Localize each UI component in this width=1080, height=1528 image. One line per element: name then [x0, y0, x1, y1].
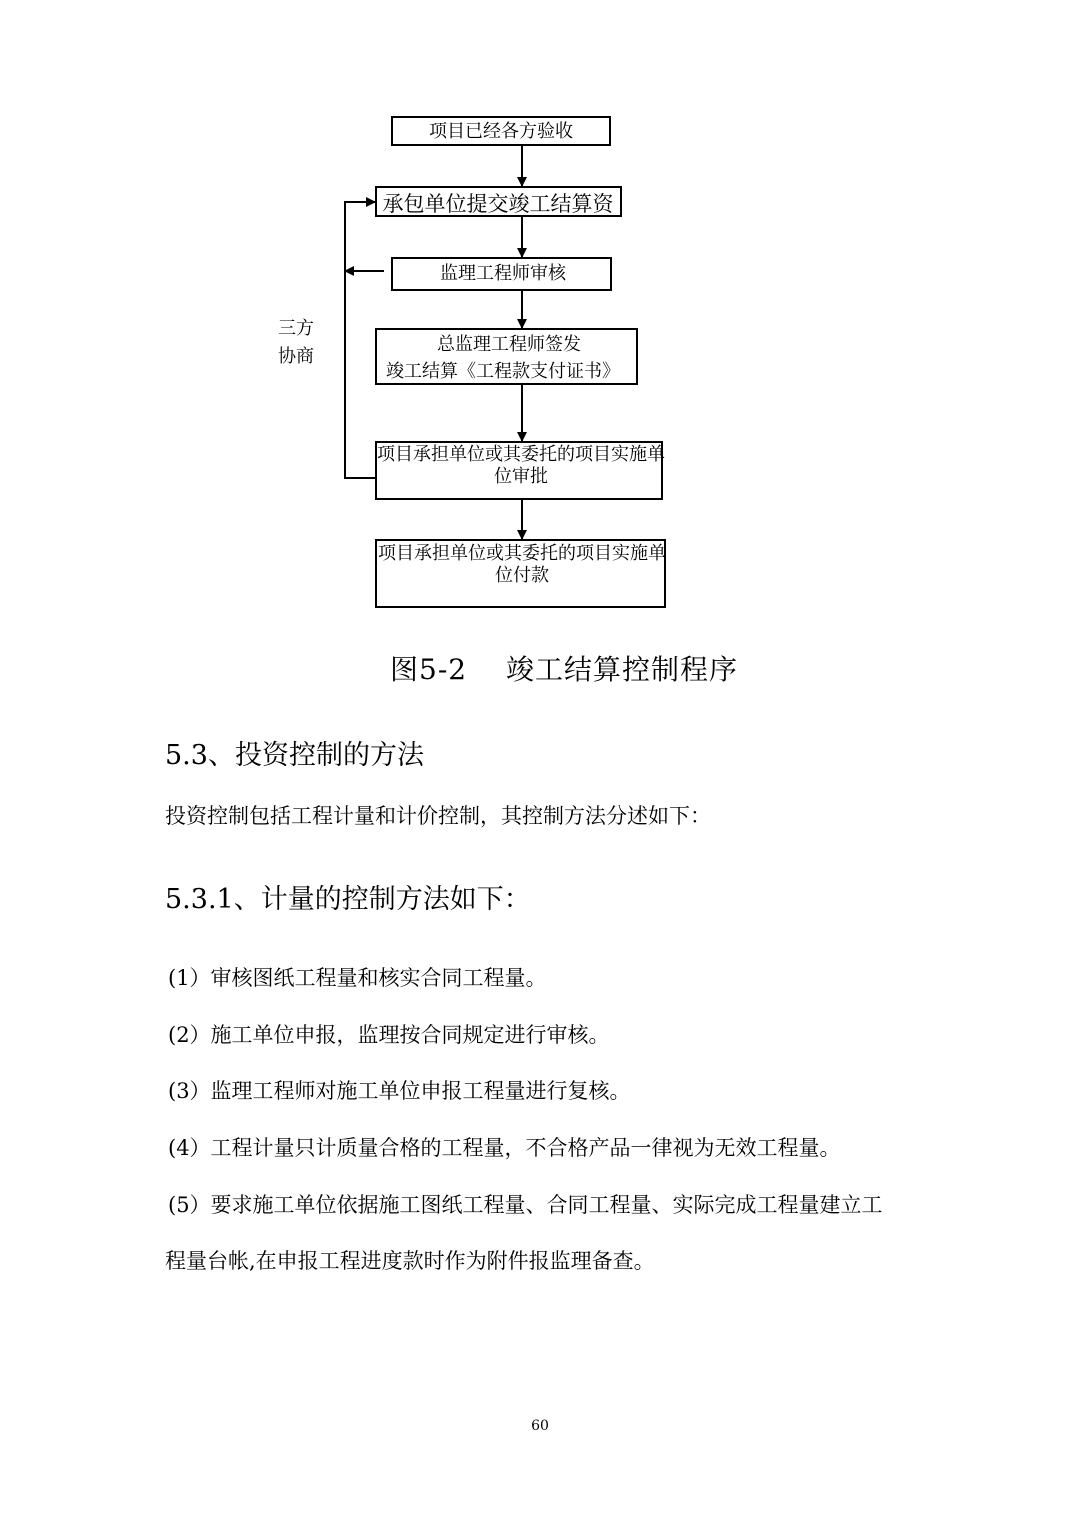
flow-step-approval-line2: 位审批	[494, 466, 548, 487]
flow-step-approval-line1: 项目承担单位或其委托的项目实施单	[377, 444, 665, 465]
subsection-heading: 5.3.1、计量的控制方法如下：	[165, 884, 531, 915]
list-item-continuation: 程量台帐,在申报工程进度款时作为附件报监理备查。	[165, 1249, 655, 1273]
flow-step-submit: 承包单位提交竣工结算资	[382, 192, 614, 216]
flow-step-payment-line2: 位付款	[495, 565, 549, 586]
list-item: (5）要求施工单位依据施工图纸工程量、合同工程量、实际完成工程量建立工	[168, 1193, 883, 1217]
section-heading: 5.3、投资控制的方法	[165, 740, 424, 771]
flow-step-engineer-review: 监理工程师审核	[440, 263, 566, 284]
flow-step-chief-sign-line1: 总监理工程师签发	[437, 334, 581, 355]
feedback-loop-line	[345, 202, 376, 478]
feedback-label-line1: 三方	[278, 318, 314, 339]
list-item: (4）工程计量只计质量合格的工程量，不合格产品一律视为无效工程量。	[168, 1136, 841, 1160]
list-item: (3）监理工程师对施工单位申报工程量进行复核。	[168, 1079, 631, 1103]
section-intro: 投资控制包括工程计量和计价控制，其控制方法分述如下：	[165, 804, 711, 828]
page-number: 60	[531, 1418, 549, 1434]
flowchart-diagram	[0, 0, 1080, 640]
figure-caption: 图5-2 竣工结算控制程序	[390, 653, 738, 686]
flow-step-chief-sign-line2: 竣工结算《工程款支付证书》	[386, 361, 620, 382]
flow-step-payment-line1: 项目承担单位或其委托的项目实施单	[378, 543, 666, 564]
feedback-label-line2: 协商	[278, 346, 314, 367]
list-item: (1）审核图纸工程量和核实合同工程量。	[168, 966, 547, 990]
list-item: (2）施工单位申报，监理按合同规定进行审核。	[168, 1023, 610, 1047]
flow-step-accepted: 项目已经各方验收	[429, 121, 573, 142]
